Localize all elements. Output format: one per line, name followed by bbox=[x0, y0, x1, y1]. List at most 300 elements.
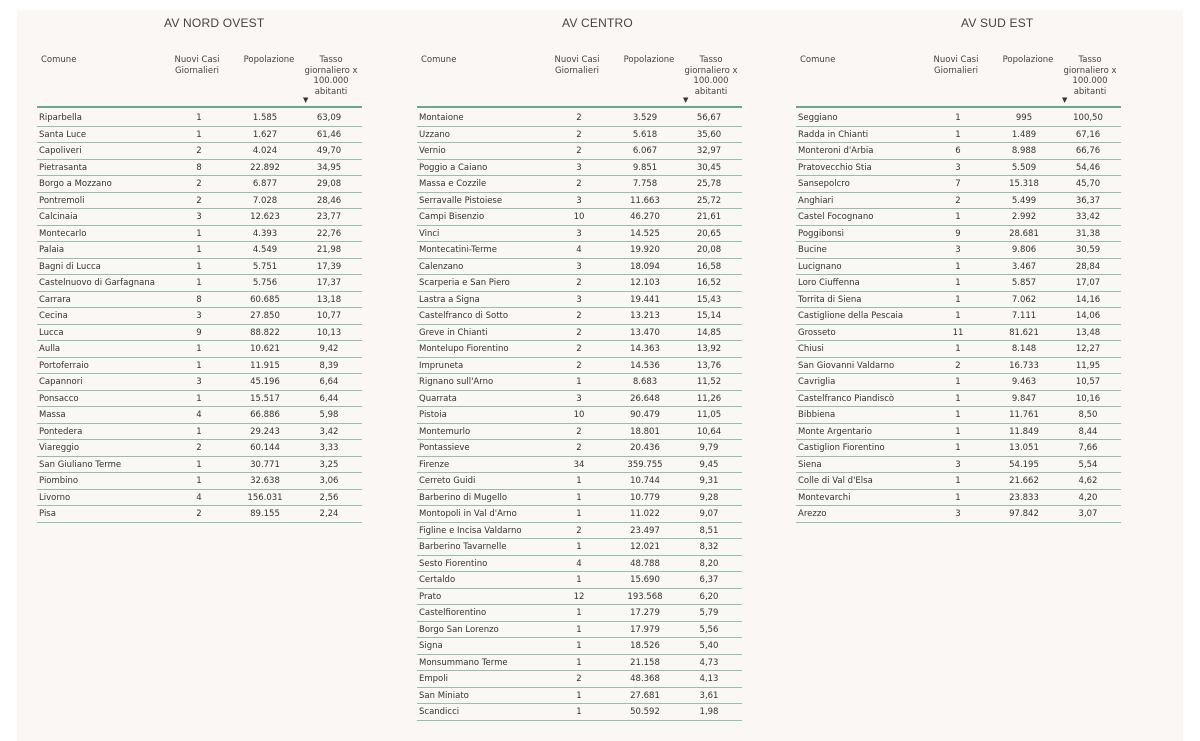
cell-tasso: 2,24 bbox=[319, 509, 339, 519]
table-row[interactable] bbox=[417, 638, 742, 655]
cell-popolazione: 8.683 bbox=[632, 377, 658, 387]
cell-tasso: 14,16 bbox=[1075, 294, 1101, 305]
cell-tasso: 23,77 bbox=[316, 212, 342, 222]
cell-nuovi-casi: 3 bbox=[955, 245, 961, 255]
table-row[interactable] bbox=[417, 457, 742, 474]
cell-comune: Montevarchi bbox=[798, 492, 851, 503]
cell-tasso: 5,56 bbox=[699, 624, 719, 635]
cell-nuovi-casi: 9 bbox=[955, 228, 961, 239]
table-row[interactable] bbox=[417, 209, 742, 226]
cell-tasso: 6,44 bbox=[319, 393, 339, 404]
cell-nuovi-casi: 3 bbox=[576, 195, 582, 206]
cell-popolazione: 19.441 bbox=[630, 294, 660, 305]
table-row[interactable] bbox=[417, 325, 742, 342]
cell-nuovi-casi: 1 bbox=[955, 294, 961, 305]
cell-nuovi-casi: 2 bbox=[955, 360, 961, 371]
cell-comune: Riparbella bbox=[39, 113, 82, 123]
cell-popolazione: 54.195 bbox=[1009, 459, 1039, 470]
cell-comune: Capannori bbox=[39, 377, 83, 387]
cell-comune: Uzzano bbox=[419, 129, 450, 140]
table-row[interactable] bbox=[417, 589, 742, 606]
table-row[interactable] bbox=[417, 308, 742, 325]
cell-comune: Certaldo bbox=[419, 575, 456, 585]
cell-tasso: 17,07 bbox=[1075, 278, 1101, 288]
cell-nuovi-casi: 4 bbox=[196, 492, 202, 503]
cell-nuovi-casi: 1 bbox=[196, 344, 202, 354]
sort-down-icon[interactable]: ▼ bbox=[303, 96, 309, 104]
cell-comune: Grosseto bbox=[798, 327, 836, 338]
cell-tasso: 10,64 bbox=[696, 426, 722, 437]
table-row[interactable] bbox=[796, 391, 1121, 408]
cell-tasso: 9,79 bbox=[699, 443, 719, 453]
cell-popolazione: 12.623 bbox=[250, 212, 280, 222]
table-row[interactable] bbox=[796, 176, 1121, 193]
cell-popolazione: 9.847 bbox=[1011, 393, 1037, 404]
cell-nuovi-casi: 3 bbox=[576, 162, 582, 173]
cell-popolazione: 66.886 bbox=[250, 410, 280, 420]
table-row[interactable] bbox=[417, 110, 742, 127]
table-row[interactable] bbox=[796, 473, 1121, 490]
cell-nuovi-casi: 1 bbox=[196, 278, 202, 288]
table-row[interactable] bbox=[37, 506, 362, 523]
cell-nuovi-casi: 3 bbox=[955, 162, 961, 173]
column-header-nuovi-casi[interactable]: Nuovi Casi Giornalieri bbox=[554, 55, 600, 76]
cell-popolazione: 46.270 bbox=[630, 212, 660, 222]
cell-tasso: 20,65 bbox=[696, 228, 722, 239]
table-row[interactable] bbox=[417, 143, 742, 160]
cell-comune: Borgo San Lorenzo bbox=[419, 624, 499, 635]
cell-comune: Lastra a Signa bbox=[419, 294, 480, 305]
cell-nuovi-casi: 1 bbox=[955, 212, 961, 222]
cell-comune: Castiglione della Pescaia bbox=[798, 311, 904, 321]
cell-nuovi-casi: 2 bbox=[576, 674, 582, 684]
table-row[interactable] bbox=[796, 226, 1121, 243]
cell-nuovi-casi: 9 bbox=[196, 327, 202, 338]
table-row[interactable] bbox=[417, 572, 742, 589]
table-row[interactable] bbox=[796, 259, 1121, 276]
table-row[interactable] bbox=[796, 275, 1121, 292]
cell-comune: Monte Argentario bbox=[798, 426, 872, 437]
cell-tasso: 30,45 bbox=[696, 162, 722, 173]
cell-comune: Quarrata bbox=[419, 393, 457, 404]
cell-nuovi-casi: 1 bbox=[576, 542, 582, 552]
table-row[interactable] bbox=[37, 341, 362, 358]
column-header-popolazione[interactable]: Popolazione bbox=[623, 55, 675, 65]
panel-av-centro bbox=[417, 10, 742, 741]
cell-comune: Piombino bbox=[39, 476, 79, 486]
column-header-nuovi-casi[interactable]: Nuovi Casi Giornalieri bbox=[933, 55, 979, 76]
table-row[interactable] bbox=[796, 143, 1121, 160]
cell-popolazione: 11.022 bbox=[630, 509, 660, 519]
cell-comune: Campi Bisenzio bbox=[419, 212, 485, 222]
cell-popolazione: 15.318 bbox=[1009, 179, 1039, 189]
table-row[interactable] bbox=[417, 374, 742, 391]
cell-popolazione: 5.499 bbox=[1011, 195, 1037, 206]
cell-tasso: 31,38 bbox=[1075, 228, 1101, 239]
cell-nuovi-casi: 11 bbox=[952, 327, 964, 338]
cell-comune: San Miniato bbox=[419, 690, 469, 701]
table-row[interactable] bbox=[417, 358, 742, 375]
table-row[interactable] bbox=[37, 209, 362, 226]
cell-nuovi-casi: 4 bbox=[196, 410, 202, 420]
cell-comune: Palaia bbox=[39, 245, 65, 255]
table-row[interactable] bbox=[37, 226, 362, 243]
cell-popolazione: 13.051 bbox=[1009, 443, 1039, 453]
column-header-tasso[interactable]: Tasso giornaliero x 100.000 abitanti bbox=[684, 55, 738, 97]
table-row[interactable] bbox=[417, 539, 742, 556]
table-row[interactable] bbox=[37, 440, 362, 457]
column-header-popolazione[interactable]: Popolazione bbox=[1002, 55, 1054, 65]
table-row[interactable] bbox=[417, 556, 742, 573]
cell-tasso: 6,37 bbox=[699, 575, 719, 585]
table-row[interactable] bbox=[796, 490, 1121, 507]
table-row[interactable] bbox=[796, 358, 1121, 375]
cell-nuovi-casi: 1 bbox=[576, 476, 582, 486]
cell-nuovi-casi: 1 bbox=[955, 261, 961, 272]
table-body bbox=[796, 110, 1121, 523]
table-row[interactable] bbox=[417, 622, 742, 639]
cell-nuovi-casi: 1 bbox=[196, 426, 202, 437]
cell-tasso: 9,42 bbox=[319, 344, 339, 354]
cell-comune: Prato bbox=[419, 591, 442, 602]
cell-comune: Impruneta bbox=[419, 360, 464, 371]
cell-nuovi-casi: 2 bbox=[576, 525, 582, 536]
table-row[interactable] bbox=[796, 506, 1121, 523]
cell-comune: Capoliveri bbox=[39, 146, 82, 156]
table-row[interactable] bbox=[37, 176, 362, 193]
table-row[interactable] bbox=[796, 193, 1121, 210]
cell-tasso: 45,70 bbox=[1075, 179, 1101, 189]
cell-popolazione: 18.094 bbox=[630, 261, 660, 272]
cell-comune: Sansepolcro bbox=[798, 179, 850, 189]
cell-comune: Chiusi bbox=[798, 344, 824, 354]
cell-popolazione: 5.509 bbox=[1011, 162, 1037, 173]
cell-nuovi-casi: 1 bbox=[576, 509, 582, 519]
table-row[interactable] bbox=[417, 341, 742, 358]
cell-tasso: 11,05 bbox=[696, 410, 722, 420]
cell-nuovi-casi: 1 bbox=[196, 129, 202, 140]
cell-popolazione: 9.463 bbox=[1011, 377, 1037, 387]
cell-nuovi-casi: 1 bbox=[196, 459, 202, 470]
cell-popolazione: 4.549 bbox=[252, 245, 278, 255]
table-row[interactable] bbox=[37, 193, 362, 210]
cell-nuovi-casi: 1 bbox=[576, 624, 582, 635]
cell-nuovi-casi: 2 bbox=[576, 344, 582, 354]
table-row[interactable] bbox=[417, 407, 742, 424]
table-row[interactable] bbox=[37, 424, 362, 441]
cell-comune: Bucine bbox=[798, 245, 827, 255]
table-row[interactable] bbox=[417, 490, 742, 507]
cell-popolazione: 1.585 bbox=[252, 113, 278, 123]
cell-nuovi-casi: 12 bbox=[573, 591, 585, 602]
table-row[interactable] bbox=[417, 440, 742, 457]
cell-tasso: 17,37 bbox=[316, 278, 342, 288]
cell-tasso: 10,13 bbox=[316, 327, 342, 338]
cell-popolazione: 30.771 bbox=[250, 459, 280, 470]
cell-popolazione: 26.648 bbox=[630, 393, 660, 404]
table-row[interactable] bbox=[37, 242, 362, 259]
sort-down-icon[interactable]: ▼ bbox=[683, 96, 689, 104]
cell-comune: Pontedera bbox=[39, 426, 83, 437]
cell-tasso: 5,40 bbox=[699, 641, 719, 651]
table-row[interactable] bbox=[417, 605, 742, 622]
table-body bbox=[417, 110, 742, 721]
cell-tasso: 25,72 bbox=[696, 195, 722, 206]
cell-popolazione: 23.833 bbox=[1009, 492, 1039, 503]
table-row[interactable] bbox=[796, 209, 1121, 226]
cell-nuovi-casi: 1 bbox=[576, 707, 582, 717]
cell-tasso: 13,92 bbox=[696, 344, 722, 354]
cell-nuovi-casi: 6 bbox=[955, 146, 961, 156]
cell-tasso: 3,42 bbox=[319, 426, 339, 437]
sort-down-icon[interactable]: ▼ bbox=[1062, 96, 1068, 104]
cell-nuovi-casi: 1 bbox=[955, 311, 961, 321]
cell-nuovi-casi: 4 bbox=[576, 245, 582, 255]
cell-popolazione: 7.758 bbox=[632, 179, 658, 189]
cell-comune: Cerreto Guidi bbox=[419, 476, 476, 486]
cell-comune: Vinci bbox=[419, 228, 440, 239]
cell-popolazione: 1.627 bbox=[252, 129, 278, 140]
cell-nuovi-casi: 1 bbox=[576, 608, 582, 618]
cell-popolazione: 16.733 bbox=[1009, 360, 1039, 371]
cell-popolazione: 5.751 bbox=[252, 261, 278, 272]
cell-popolazione: 5.857 bbox=[1011, 278, 1037, 288]
table-row[interactable] bbox=[796, 325, 1121, 342]
cell-popolazione: 11.849 bbox=[1009, 426, 1039, 437]
cell-tasso: 29,08 bbox=[316, 179, 342, 189]
cell-comune: Castelfiorentino bbox=[419, 608, 487, 618]
cell-popolazione: 3.467 bbox=[1011, 261, 1037, 272]
table-row[interactable] bbox=[796, 341, 1121, 358]
column-header-comune[interactable]: Comune bbox=[41, 55, 77, 65]
table-row[interactable] bbox=[37, 127, 362, 144]
cell-comune: Radda in Chianti bbox=[798, 129, 869, 140]
table-row[interactable] bbox=[417, 473, 742, 490]
cell-popolazione: 10.621 bbox=[250, 344, 280, 354]
cell-tasso: 11,95 bbox=[1075, 360, 1101, 371]
cell-popolazione: 6.067 bbox=[632, 146, 658, 156]
cell-nuovi-casi: 3 bbox=[196, 377, 202, 387]
cell-comune: Massa bbox=[39, 410, 66, 420]
cell-nuovi-casi: 1 bbox=[576, 492, 582, 503]
cell-tasso: 100,50 bbox=[1073, 113, 1103, 123]
cell-nuovi-casi: 1 bbox=[196, 245, 202, 255]
cell-popolazione: 4.024 bbox=[252, 146, 278, 156]
header-divider bbox=[417, 106, 742, 108]
cell-tasso: 14,06 bbox=[1075, 311, 1101, 321]
cell-comune: Scarperia e San Piero bbox=[419, 278, 510, 288]
cell-popolazione: 27.681 bbox=[630, 690, 660, 701]
cell-popolazione: 14.363 bbox=[630, 344, 660, 354]
cell-comune: Viareggio bbox=[39, 443, 80, 453]
cell-tasso: 13,48 bbox=[1075, 327, 1101, 338]
table-row[interactable] bbox=[417, 506, 742, 523]
table-row[interactable] bbox=[37, 325, 362, 342]
column-header-tasso[interactable]: Tasso giornaliero x 100.000 abitanti bbox=[1063, 55, 1117, 97]
cell-comune: Cecina bbox=[39, 311, 68, 321]
cell-comune: Massa e Cozzile bbox=[419, 179, 487, 189]
cell-tasso: 2,56 bbox=[319, 492, 339, 503]
table-row[interactable] bbox=[796, 308, 1121, 325]
cell-tasso: 8,44 bbox=[1078, 426, 1098, 437]
cell-nuovi-casi: 34 bbox=[573, 459, 585, 470]
table-row[interactable] bbox=[417, 160, 742, 177]
table-row[interactable] bbox=[417, 391, 742, 408]
table-row[interactable] bbox=[37, 259, 362, 276]
table-row[interactable] bbox=[796, 457, 1121, 474]
column-header-nuovi-casi[interactable]: Nuovi Casi Giornalieri bbox=[174, 55, 220, 76]
cell-popolazione: 45.196 bbox=[250, 377, 280, 387]
cell-nuovi-casi: 1 bbox=[196, 393, 202, 404]
cell-comune: Greve in Chianti bbox=[419, 327, 488, 338]
table-row[interactable] bbox=[417, 688, 742, 705]
cell-tasso: 54,46 bbox=[1075, 162, 1101, 173]
table-row[interactable] bbox=[37, 275, 362, 292]
cell-nuovi-casi: 8 bbox=[196, 294, 202, 305]
table-row[interactable] bbox=[37, 292, 362, 309]
table-row[interactable] bbox=[417, 704, 742, 721]
table-row[interactable] bbox=[37, 457, 362, 474]
table-row[interactable] bbox=[417, 193, 742, 210]
cell-popolazione: 22.892 bbox=[250, 162, 280, 173]
table-row[interactable] bbox=[37, 110, 362, 127]
cell-comune: Castel Focognano bbox=[798, 212, 874, 222]
cell-comune: Livorno bbox=[39, 492, 71, 503]
cell-nuovi-casi: 10 bbox=[573, 212, 585, 222]
cell-tasso: 13,18 bbox=[316, 294, 342, 305]
table-row[interactable] bbox=[37, 160, 362, 177]
table-row[interactable] bbox=[37, 473, 362, 490]
table-row[interactable] bbox=[796, 374, 1121, 391]
table-row[interactable] bbox=[417, 655, 742, 672]
table-row[interactable] bbox=[37, 143, 362, 160]
table-row[interactable] bbox=[796, 127, 1121, 144]
cell-comune: Pratovecchio Stia bbox=[798, 162, 872, 173]
cell-tasso: 35,60 bbox=[696, 129, 722, 140]
table-row[interactable] bbox=[37, 490, 362, 507]
table-row[interactable] bbox=[417, 259, 742, 276]
cell-popolazione: 7.111 bbox=[1011, 311, 1037, 321]
cell-tasso: 61,46 bbox=[316, 129, 342, 140]
column-header-comune[interactable]: Comune bbox=[421, 55, 457, 65]
table-row[interactable] bbox=[417, 127, 742, 144]
table-row[interactable] bbox=[37, 407, 362, 424]
cell-tasso: 21,98 bbox=[316, 245, 342, 255]
cell-nuovi-casi: 2 bbox=[196, 179, 202, 189]
cell-tasso: 30,59 bbox=[1075, 245, 1101, 255]
cell-comune: Castelfranco di Sotto bbox=[419, 311, 509, 321]
cell-comune: Lucca bbox=[39, 327, 64, 338]
cell-tasso: 25,78 bbox=[696, 179, 722, 189]
cell-comune: Castelfranco Piandiscò bbox=[798, 393, 895, 404]
cell-tasso: 15,43 bbox=[696, 294, 722, 305]
column-header-popolazione[interactable]: Popolazione bbox=[243, 55, 295, 65]
cell-comune: Montelupo Fiorentino bbox=[419, 344, 509, 354]
table-row[interactable] bbox=[417, 176, 742, 193]
cell-popolazione: 8.988 bbox=[1011, 146, 1037, 156]
cell-comune: Portoferraio bbox=[39, 360, 89, 371]
cell-tasso: 6,64 bbox=[319, 377, 339, 387]
column-header-comune[interactable]: Comune bbox=[800, 55, 836, 65]
table-row[interactable] bbox=[796, 242, 1121, 259]
table-row[interactable] bbox=[796, 292, 1121, 309]
table-row[interactable] bbox=[796, 110, 1121, 127]
cell-tasso: 10,16 bbox=[1075, 393, 1101, 404]
cell-tasso: 5,54 bbox=[1078, 459, 1098, 470]
cell-comune: Loro Ciuffenna bbox=[798, 278, 860, 288]
cell-tasso: 11,26 bbox=[696, 393, 722, 404]
table-row[interactable] bbox=[796, 440, 1121, 457]
table-row[interactable] bbox=[417, 275, 742, 292]
table-row[interactable] bbox=[37, 391, 362, 408]
cell-nuovi-casi: 2 bbox=[576, 113, 582, 123]
panel-av-sud-est bbox=[796, 10, 1121, 741]
cell-nuovi-casi: 2 bbox=[576, 146, 582, 156]
panel-title: AV CENTRO bbox=[562, 16, 633, 30]
cell-nuovi-casi: 1 bbox=[955, 129, 961, 140]
table-body bbox=[37, 110, 362, 523]
cell-comune: Rignano sull'Arno bbox=[419, 377, 494, 387]
table-row[interactable] bbox=[796, 407, 1121, 424]
table-row[interactable] bbox=[796, 160, 1121, 177]
cell-nuovi-casi: 1 bbox=[576, 641, 582, 651]
table-row[interactable] bbox=[417, 424, 742, 441]
cell-comune: Ponsacco bbox=[39, 393, 79, 404]
cell-comune: Scandicci bbox=[419, 707, 460, 717]
cell-tasso: 7,66 bbox=[1078, 443, 1098, 453]
cell-popolazione: 7.062 bbox=[1011, 294, 1037, 305]
cell-tasso: 28,46 bbox=[316, 195, 342, 206]
cell-popolazione: 13.213 bbox=[630, 311, 660, 321]
table-row[interactable] bbox=[417, 226, 742, 243]
table-row[interactable] bbox=[796, 424, 1121, 441]
cell-tasso: 49,70 bbox=[316, 146, 342, 156]
cell-nuovi-casi: 1 bbox=[955, 443, 961, 453]
table-row[interactable] bbox=[37, 308, 362, 325]
cell-tasso: 34,95 bbox=[316, 162, 342, 173]
cell-comune: Monteroni d'Arbia bbox=[798, 146, 874, 156]
panel-title: AV SUD EST bbox=[961, 16, 1034, 30]
cell-nuovi-casi: 3 bbox=[196, 212, 202, 222]
cell-tasso: 3,07 bbox=[1078, 509, 1098, 519]
cell-tasso: 22,76 bbox=[316, 228, 342, 239]
table-row[interactable] bbox=[417, 242, 742, 259]
header-divider bbox=[796, 106, 1121, 108]
cell-nuovi-casi: 3 bbox=[955, 459, 961, 470]
cell-popolazione: 88.822 bbox=[250, 327, 280, 338]
cell-tasso: 67,16 bbox=[1075, 129, 1101, 140]
cell-nuovi-casi: 2 bbox=[196, 195, 202, 206]
table-row[interactable] bbox=[417, 523, 742, 540]
cell-popolazione: 359.755 bbox=[627, 459, 663, 470]
cell-comune: Aulla bbox=[39, 344, 61, 354]
cell-comune: Bagni di Lucca bbox=[39, 261, 101, 272]
cell-comune: Montecatini-Terme bbox=[419, 245, 497, 255]
cell-popolazione: 9.806 bbox=[1011, 245, 1037, 255]
cell-popolazione: 19.920 bbox=[630, 245, 660, 255]
column-header-tasso[interactable]: Tasso giornaliero x 100.000 abitanti bbox=[304, 55, 358, 97]
cell-tasso: 32,97 bbox=[696, 146, 722, 156]
cell-popolazione: 8.148 bbox=[1011, 344, 1037, 354]
table-row[interactable] bbox=[417, 671, 742, 688]
table-row[interactable] bbox=[417, 292, 742, 309]
table-row[interactable] bbox=[37, 358, 362, 375]
cell-tasso: 3,25 bbox=[319, 459, 339, 470]
cell-nuovi-casi: 2 bbox=[576, 443, 582, 453]
cell-popolazione: 32.638 bbox=[250, 476, 280, 486]
cell-popolazione: 5.756 bbox=[252, 278, 278, 288]
table-row[interactable] bbox=[37, 374, 362, 391]
